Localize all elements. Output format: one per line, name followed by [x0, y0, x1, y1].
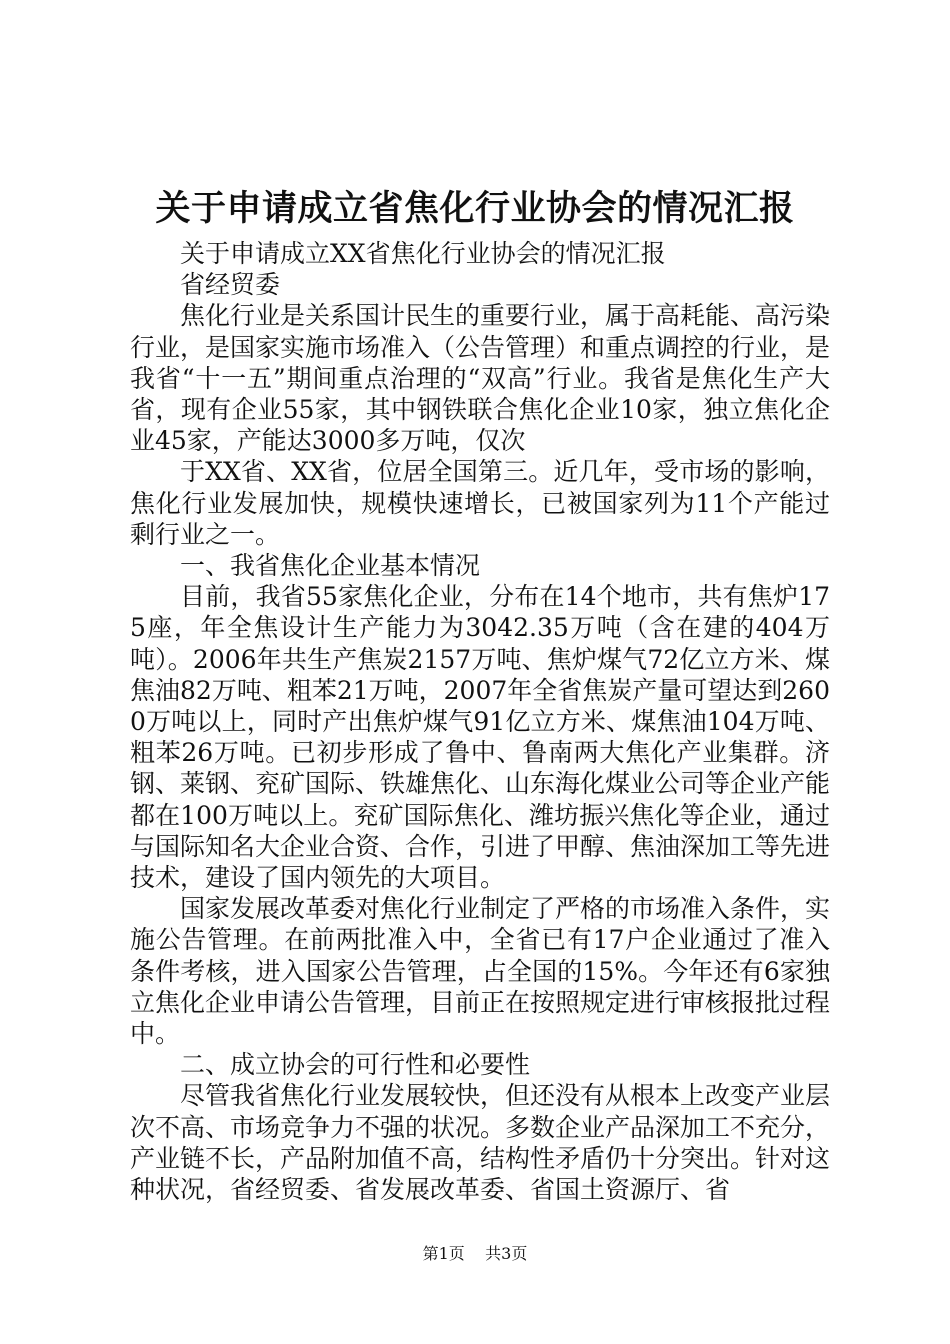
paragraph-basic-situation: 目前，我省55家焦化企业，分布在14个地市，共有焦炉175座，年全焦设计生产能力为3042.35万吨（含在建的404万吨）。2006年共生产焦炭2157万吨、焦炉煤气72亿立方米、煤焦油82万吨、粗苯21万吨，2007年全省焦炭产量可望达到2600万吨以上，同时产出焦炉煤气91亿立方米、煤焦油104万吨、粗苯26万吨。已初步形成了鲁中、鲁南两大焦化产业集群。济钢、莱钢、兖矿国际、铁雄焦化、山东海化煤业公司等企业产能都在100万吨以上。兖矿国际焦化、潍坊振兴焦化等企业，通过与国际知名大企业合资、合作，引进了甲醇、焦油深加工等先进技术，建设了国内领先的大项目。	[130, 582, 831, 893]
footer-spacer	[470, 1244, 480, 1263]
paragraph-market-access: 国家发展改革委对焦化行业制定了严格的市场准入条件，实施公告管理。在前两批准入中，全省已有17户企业通过了准入条件考核，进入国家公告管理，占全国的15%。今年还有6家独立焦化企业申请公告管理，目前正在按照规定进行审核报批过程中。	[130, 894, 831, 1049]
page-total: 共3页	[485, 1244, 528, 1263]
paragraph-intro-continued: 于XX省、XX省，位居全国第三。近几年，受市场的影响，焦化行业发展加快，规模快速增长，已被国家列为11个产能过剩行业之一。	[130, 457, 830, 549]
page-number: 第1页	[422, 1244, 465, 1263]
paragraph-subtitle: 关于申请成立XX省焦化行业协会的情况汇报	[180, 239, 666, 268]
paragraph-author: 省经贸委	[180, 270, 281, 300]
section-heading-1: 一、我省焦化企业基本情况	[180, 551, 481, 581]
section-heading-2: 二、成立协会的可行性和必要性	[180, 1050, 531, 1080]
paragraph-feasibility: 尽管我省焦化行业发展较快，但还没有从根本上改变产业层次不高、市场竞争力不强的状况。多数企业产品深加工不充分，产业链不长，产品附加值不高，结构性矛盾仍十分突出。针对这种状况，省经贸委、省发展改革委、省国土资源厅、省	[130, 1081, 831, 1205]
paragraph-intro: 焦化行业是关系国计民生的重要行业，属于高耗能、高污染行业，是国家实施市场准入（公告管理）和重点调控的行业，是我省“十一五”期间重点治理的“双高”行业。我省是焦化生产大省，现有企业55家，其中钢铁联合焦化企业10家，独立焦化企业45家，产能达3000多万吨，仅次	[130, 301, 831, 456]
page-footer	[0, 1243, 950, 1265]
document-title: 关于申请成立省焦化行业协会的情况汇报	[155, 189, 795, 229]
document-body	[130, 238, 830, 1205]
